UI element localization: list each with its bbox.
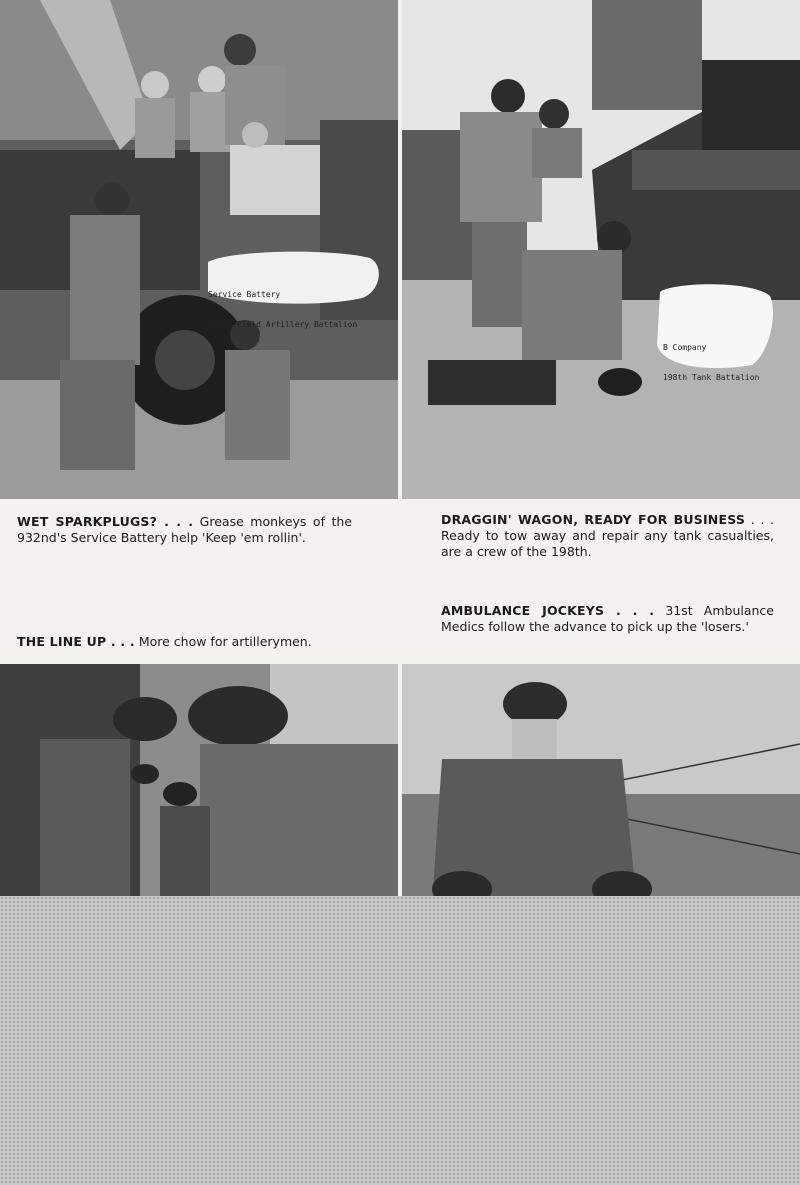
blank-bottom-area: [0, 896, 800, 1185]
sticker-line-1: Service Battery: [208, 290, 281, 299]
sticker-line-1: B Company: [663, 343, 707, 352]
caption-line-up: [17, 634, 362, 650]
jeep-repair-image: [0, 0, 398, 499]
ambulance-medic-image: [402, 664, 800, 904]
photo-ambulance-medic: [402, 664, 800, 904]
sticker-line-2: 198th Tank Battalion: [663, 373, 760, 382]
tank-crew-image: [402, 0, 800, 499]
sticker-b-company: [663, 323, 759, 403]
photo-tank-crew: [402, 0, 800, 499]
caption-body: More chow for artillerymen.: [134, 634, 312, 649]
photo-chow-line: [0, 664, 398, 904]
caption-body: 31st Ambulance Medics follow the advance to pick up the 'losers.': [441, 603, 774, 634]
sticker-service-battery: [208, 270, 357, 350]
chow-line-image: [0, 664, 398, 904]
caption-body: Grease monkeys of the 932nd's Service Battery help 'Keep 'em rollin'.: [17, 514, 352, 545]
photo-jeep-repair: [0, 0, 398, 499]
caption-lead: AMBULANCE JOCKEYS . . .: [441, 603, 655, 618]
caption-draggin-wagon: [441, 512, 774, 560]
caption-wet-sparkplugs: [17, 514, 352, 546]
caption-lead: THE LINE UP . . .: [17, 634, 135, 649]
sticker-line-2: 932nd Field Artillery Battalion: [208, 320, 358, 329]
caption-body: . . . Ready to tow away and repair any tank casualties, are a crew of the 198th.: [441, 512, 774, 559]
caption-lead: DRAGGIN' WAGON, READY FOR BUSINESS: [441, 512, 746, 527]
caption-ambulance-jockeys: [441, 603, 774, 635]
caption-lead: WET SPARKPLUGS? . . .: [17, 514, 194, 529]
